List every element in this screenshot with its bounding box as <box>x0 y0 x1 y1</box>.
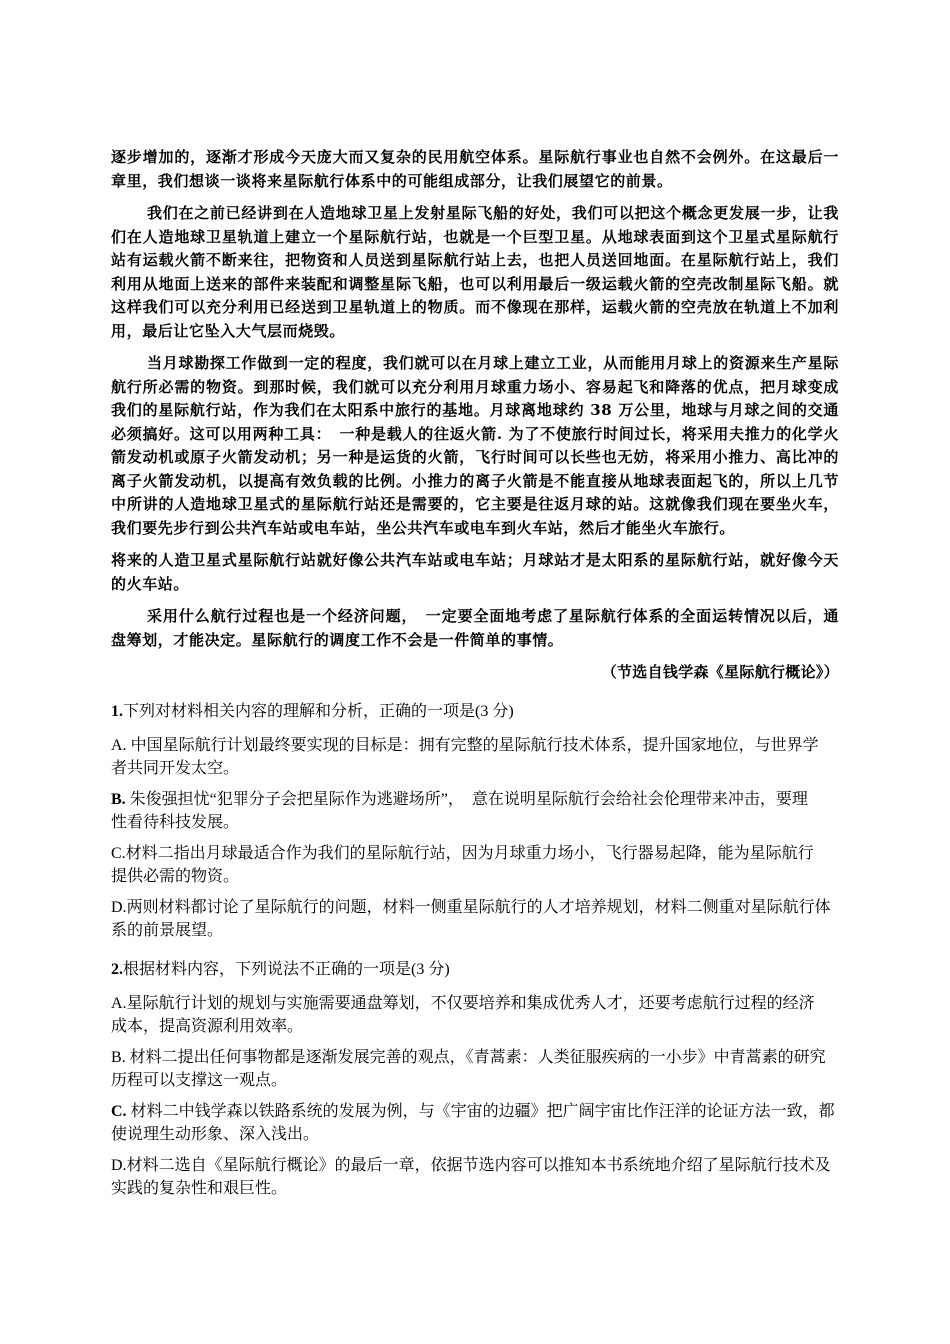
passage-paragraph-5: 采用什么航行过程也是一个经济问题， 一定要全面地考虑了星际航行体系的全面运转情况以后，通盘筹划，才能决定。星际航行的调度工作不会是一件简单的事情。 <box>111 607 839 649</box>
question-text: 根据材料内容，下列说法不正确的一项是(3 分) <box>123 961 450 978</box>
question-stem <box>111 700 839 724</box>
option-b <box>111 788 839 834</box>
option-text: 材料二选自《星际航行概论》的最后一章，依据节选内容可以推知本书系统地介绍了星际航行技术及实践的复杂性和艰巨性。 <box>111 1157 831 1197</box>
passage-source: （节选自钱学森《星际航行概论》） <box>601 663 839 681</box>
question-text: 下列对材料相关内容的理解和分析，正确的一项是(3 分) <box>123 703 514 720</box>
passage-paragraph-4: 将来的人造卫星式星际航行站就好像公共汽车站或电车站；月球站才是太阳系的星际航行站，就好像今天的火车站。 <box>111 551 839 593</box>
question-number: 1. <box>111 703 123 720</box>
passage-paragraph-1: 逐步增加的，逐渐才形成今天庞大而又复杂的民用航空体系。星际航行事业也自然不会例外。在这最后一章里，我们想谈一谈将来星际航行体系中的可能组成部分，让我们展望它的前景。 <box>111 148 839 190</box>
option-c <box>111 842 839 888</box>
option-a <box>111 734 839 780</box>
passage-paragraph-3: 当月球勘探工作做到一定的程度，我们就可以在月球上建立工业，从而能用月球上的资源来生产星际航行所必需的物资。到那时候，我们就可以充分利用月球重力场小、容易起飞和降落的优点，把月球变成我们的星际航行站，作为我们在太阳系中旅行的基地。月球离地球约 38 万公里，地球与月球之间的交通必须搞好。这可以用两种工具： 一种是载人的往返火箭. 为了不使旅行时间过长，将采用夫推力的化学火箭发动机或原子火箭发动机；另一种是运货的火箭，飞行时间可以长些也无妨，将采用小推力、高比冲的离子火箭发动机，以提高有效负载的比例。小推力的离子火箭是不能直接从地球表面起飞的，所以上几节中所讲的人造地球卫星式的星际航行站还是需要的，它主要是往返月球的站。这就像我们现在要坐火车，我们要先步行到公共汽车站或电车站，坐公共汽车或电车到火车站，然后才能坐火车旅行。 <box>111 354 839 537</box>
option-text: 材料二提出任何事物都是逐渐发展完善的观点，《青蒿素：人类征服疾病的一小步》中青蒿素的研究历程可以支撑这一观点。 <box>111 1049 826 1089</box>
option-text: 材料二中钱学森以铁路系统的发展为例，与《宇宙的边疆》把广阔宇宙比作汪洋的论证方法一致，都使说理生动形象、深入浅出。 <box>111 1103 835 1143</box>
passage-paragraph-2: 我们在之前已经讲到在人造地球卫星上发射星际飞船的好处，我们可以把这个概念更发展一步，让我们在人造地球卫星轨道上建立一个星际航行站，也就是一个巨型卫星。从地球表面到这个卫星式星际航行站有运载火箭不断来往，把物资和人员送到星际航行站上去，也把人员送回地面。在星际航行站上，我们利用从地面上送来的部件来装配和调整星际飞船，也可以利用最后一级运载火箭的空壳改制星际飞船。就这样我们可以充分利用已经送到卫星轨道上的物质。而不像现在那样，运载火箭的空壳放在轨道上不加利用，最后让它坠入大气层而烧毁。 <box>111 204 839 340</box>
exam-page <box>111 146 839 1208</box>
option-b <box>111 1046 839 1092</box>
option-letter: A. <box>111 995 127 1012</box>
question-1 <box>111 700 839 942</box>
option-text: 材料二指出月球最适合作为我们的星际航行站，因为月球重力场小，飞行器易起降，能为星际航行 提供必需的物资。 <box>111 845 830 885</box>
option-d <box>111 896 839 942</box>
question-2 <box>111 958 839 1200</box>
option-letter: A. <box>111 737 131 754</box>
question-number: 2. <box>111 961 123 978</box>
option-text: 两则材料都讨论了星际航行的问题，材料一侧重星际航行的人才培养规划，材料二侧重对星际航行体系的前景展望。 <box>111 899 831 939</box>
option-letter: B. <box>111 1049 130 1066</box>
option-text: 朱俊强担忧“犯罪分子会把星际作为逃避场所”， 意在说明星际航行会给社会伦理带来冲击，要理 性看待科技发展。 <box>111 791 824 831</box>
option-text: 星际航行计划的规划与实施需要通盘筹划，不仅要培养和集成优秀人才，还要考虑航行过程的经济 成本，提高资源利用效率。 <box>111 995 831 1035</box>
reading-passage <box>111 146 839 684</box>
option-letter: B. <box>111 791 130 808</box>
option-letter: D. <box>111 1157 127 1174</box>
option-c <box>111 1100 839 1146</box>
option-d <box>111 1154 839 1200</box>
question-stem <box>111 958 839 982</box>
option-text: 中国星际航行计划最终要实现的目标是：拥有完整的星际航行技术体系，提升国家地位，与世界学 者共同开发太空。 <box>111 737 835 777</box>
option-letter: D. <box>111 899 127 916</box>
option-letter: C. <box>111 845 126 862</box>
option-letter: C. <box>111 1103 131 1120</box>
option-a <box>111 992 839 1038</box>
